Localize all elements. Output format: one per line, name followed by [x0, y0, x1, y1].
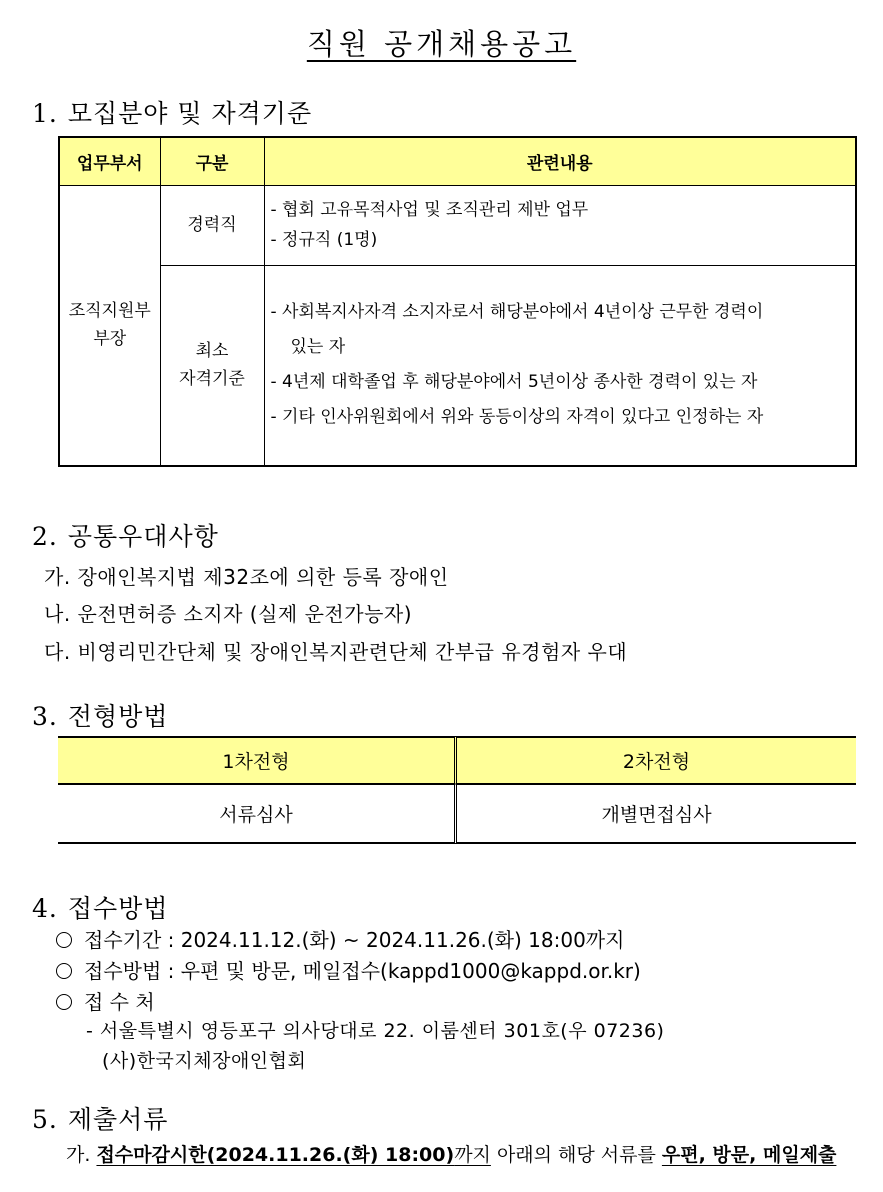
header-details: 관련내용: [264, 137, 856, 185]
submission-until: 까지: [454, 1144, 491, 1166]
submission-deadline: 접수마감시한(2024.11.26.(화) 18:00): [96, 1144, 455, 1166]
detail-item-continued: 있는 자: [290, 337, 346, 358]
section-5-title: 제출서류: [67, 1105, 169, 1134]
stage-2-value: 개별면접심사: [457, 784, 856, 844]
section-4-heading: [32, 889, 168, 925]
department-cell: [59, 185, 160, 466]
detail-item: - 4년제 대학졸업 후 해당분야에서 5년이상 종사한 경력이 있는 자: [270, 372, 758, 393]
selection-table: [58, 736, 856, 844]
submission-deadline-group: [96, 1144, 490, 1166]
application-period: [56, 924, 624, 953]
section-3-heading: [32, 697, 168, 733]
detail-item: - 사회복지사자격 소지자로서 해당분야에서 4년이상 근무한 경력이: [270, 302, 764, 323]
section-1-number: 1.: [32, 99, 58, 128]
application-address: - 서울특별시 영등포구 의사당대로 22. 이룸센터 301호(우 07236): [86, 1020, 665, 1042]
section-5-number: 5.: [32, 1105, 58, 1134]
category-minimum-qualification: [160, 265, 264, 466]
section-1-heading: [32, 94, 312, 130]
header-department: 업무부서: [59, 137, 160, 185]
department-line-1: 조직지원부: [68, 301, 151, 322]
detail-item: - 정규직 (1명): [270, 230, 378, 250]
category-line-2: 자격기준: [179, 369, 245, 390]
category-line-1: 최소: [195, 341, 229, 362]
submission-prefix: 가.: [66, 1144, 91, 1166]
page-title-text: 직원 공개채용공고: [306, 27, 577, 61]
page-title: [0, 22, 883, 63]
submission-middle: 아래의 해당 서류를: [490, 1144, 662, 1166]
section-4-number: 4.: [32, 894, 58, 923]
stage-1-header: 1차전형: [58, 736, 457, 784]
application-method: [56, 955, 641, 984]
preference-item: 나. 운전면허증 소지자 (실제 운전가능자): [44, 602, 413, 626]
stage-2-header: 2차전형: [457, 736, 856, 784]
section-5-heading: [32, 1100, 168, 1136]
preference-item: 가. 장애인복지법 제32조에 의한 등록 장애인: [44, 565, 449, 589]
section-2-number: 2.: [32, 522, 58, 551]
qualification-details: [264, 265, 856, 466]
stage-1-value: 서류심사: [58, 784, 457, 844]
circle-bullet-icon: [56, 932, 72, 948]
organization-name: (사)한국지체장애인협회: [102, 1050, 307, 1072]
detail-item: - 기타 인사위원회에서 위와 동등이상의 자격이 있다고 인정하는 자: [270, 407, 764, 428]
circle-bullet-icon: [56, 963, 72, 979]
section-4-title: 접수방법: [67, 894, 169, 923]
application-method-text: 접수방법 : 우편 및 방문, 메일접수(kappd1000@kappd.or.kr): [84, 959, 641, 983]
application-period-text: 접수기간 : 2024.11.12.(화) ~ 2024.11.26.(화) 18:00까지: [84, 928, 625, 952]
section-3-title: 전형방법: [67, 702, 169, 731]
experienced-details: [264, 185, 856, 265]
section-2-heading: [32, 517, 219, 553]
submission-line: [66, 1140, 836, 1167]
section-3-number: 3.: [32, 702, 58, 731]
application-place-label: 접 수 처: [84, 990, 155, 1014]
header-category: 구분: [160, 137, 264, 185]
circle-bullet-icon: [56, 994, 72, 1010]
category-experienced: 경력직: [160, 185, 264, 265]
application-place: [56, 986, 155, 1015]
section-2-title: 공통우대사항: [67, 522, 219, 551]
department-line-2: 부장: [93, 329, 127, 350]
section-1-title: 모집분야 및 자격기준: [67, 99, 313, 128]
detail-item: - 협회 고유목적사업 및 조직관리 제반 업무: [270, 200, 589, 220]
recruitment-table: [58, 136, 857, 467]
submission-method: 우편, 방문, 메일제출: [661, 1144, 837, 1166]
preference-item: 다. 비영리민간단체 및 장애인복지관련단체 간부급 유경험자 우대: [44, 640, 628, 664]
